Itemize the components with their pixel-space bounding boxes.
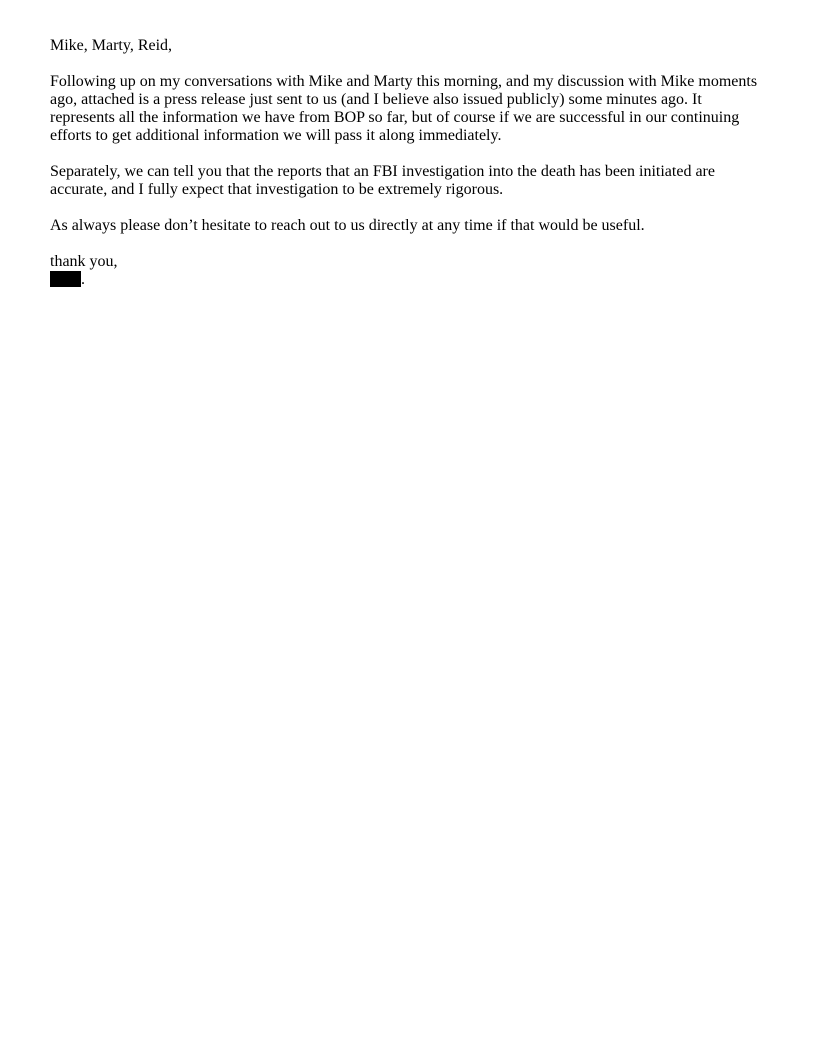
paragraph-2: Separately, we can tell you that the reports that an FBI investigation into the death has been initiated are accurate, and I fully expect that investigation to be extremely rigorous. (50, 163, 715, 198)
paragraph-3: As always please don’t hesitate to reach out to us directly at any time if that would be useful. (50, 217, 645, 234)
signature-suffix: . (81, 271, 85, 288)
paragraph-1: Following up on my conversations with Mike and Marty this morning, and my discussion with Mike moments ago, attached is a press release just sent to us (and I believe also issued publicly) some minutes ago. It represents all the information we have from BOP so far, but of course if we are successful in our continuing efforts to get additional information we will pass it along immediately. (50, 73, 758, 144)
signature-line (50, 271, 770, 289)
salutation: Mike, Marty, Reid, (50, 37, 173, 54)
closing: thank you, (50, 253, 118, 270)
redaction-block (50, 271, 81, 287)
email-body (50, 37, 770, 289)
